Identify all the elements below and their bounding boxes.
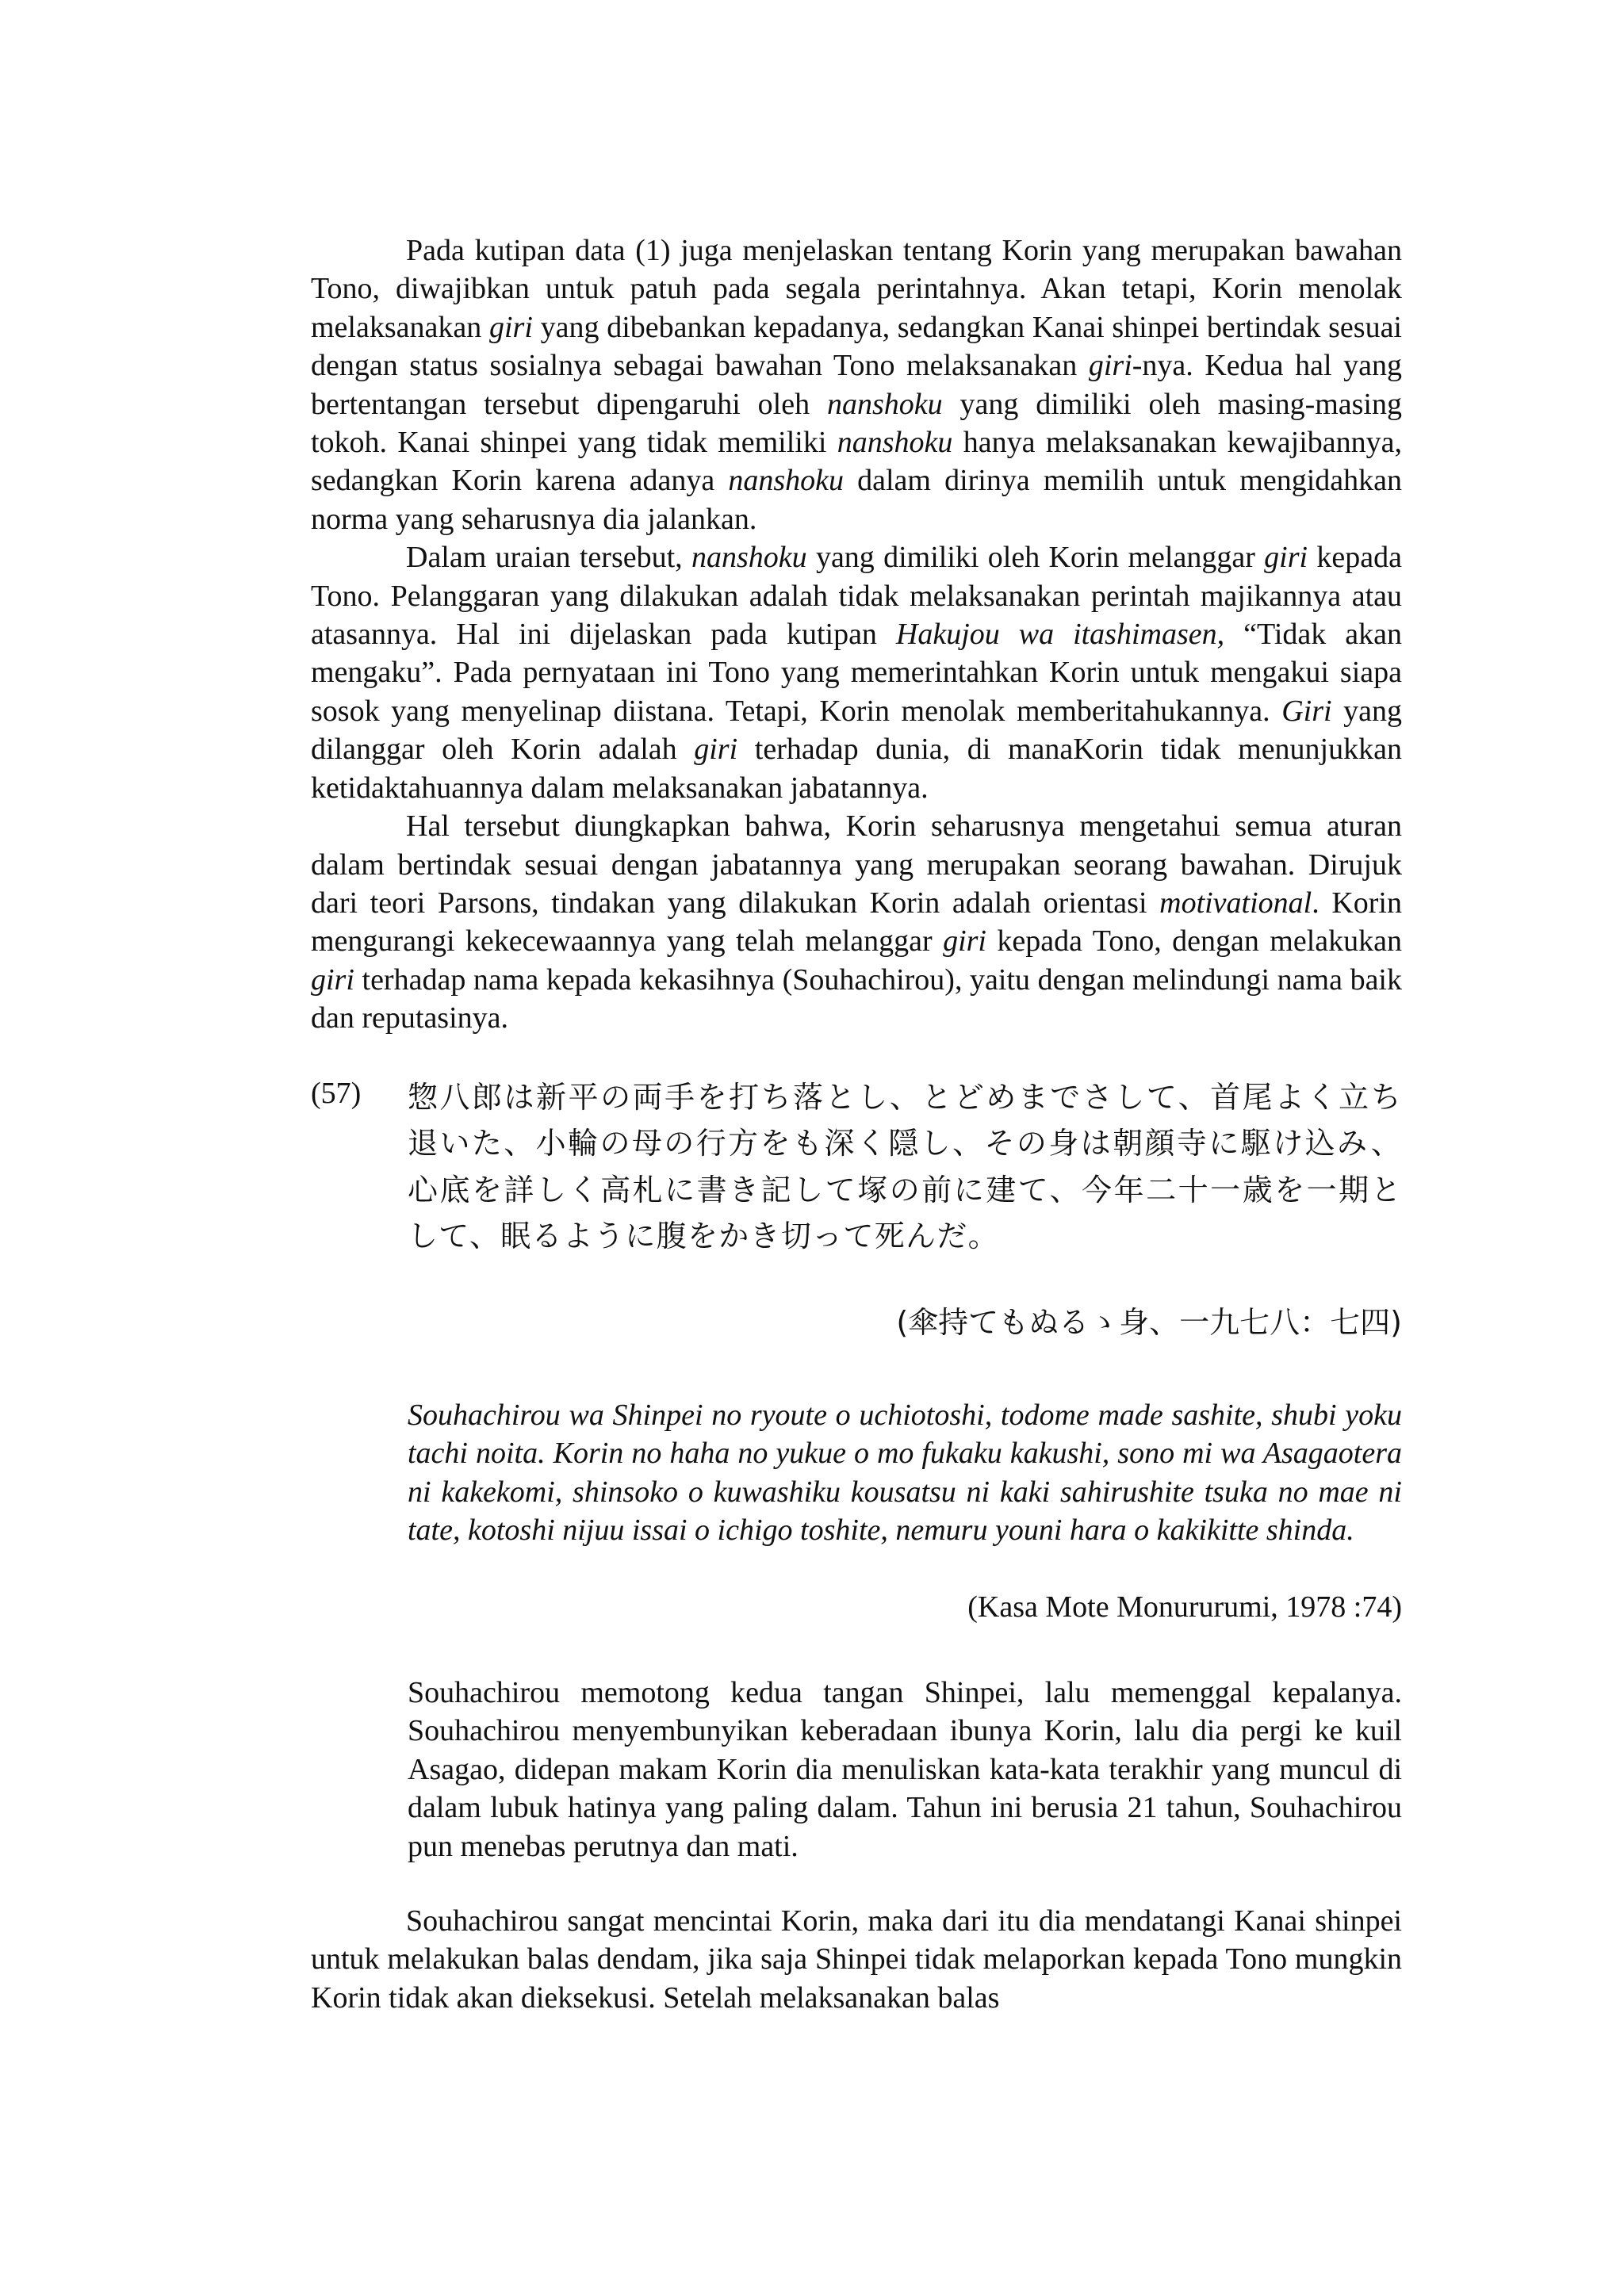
text-run: terhadap dunia, di manaKorin tidak menunjukkan ketidaktahuannya dalam melaksanakan jabatannya. xyxy=(311,733,1402,805)
indonesian-translation: Souhachirou memotong kedua tangan Shinpei, lalu memenggal kepalanya. Souhachirou menyembunyikan keberadaan ibunya Korin, lalu dia pergi ke kuil Asagao, didepan makam Korin dia menuliskan kata-kata terakhir yang muncul di dalam lubuk hatinya yang paling dalam. Tahun ini berusia 21 tahun, Souhachirou pun menebas perutnya dan mati. xyxy=(408,1675,1402,1863)
closing-paragraph: Souhachirou sangat mencintai Korin, maka dari itu dia mendatangi Kanai shinpei untuk melakukan balas dendam, jika saja Shinpei tidak melaporkan kepada Tono mungkin Korin tidak akan dieksekusi. Setelah melaksanakan balas xyxy=(311,1904,1402,2015)
text-run: hanya melaksanakan kewajibannya, sedangkan Korin karena adanya xyxy=(311,426,1402,498)
romaji-transliteration: Souhachirou wa Shinpei no ryoute o uchiotoshi, todome made sashite, shubi yoku tachi noita. Korin no haha no yukue o mo fukaku kakushi, sono mi wa Asagaotera ni kakekomi, shinsoko o kuwashiku kousatsu ni kaki sahirushite tsuka no mae ni tate, kotoshi nijuu issai o ichigo toshite, nemuru youni hara o kakikitte shinda. xyxy=(408,1398,1402,1548)
term-hakujou: Hakujou wa itashimasen, xyxy=(895,618,1225,652)
text-run: Dalam uraian tersebut, xyxy=(406,541,691,575)
paragraph-3 xyxy=(311,807,1402,1037)
text-run: Pada kutipan data (1) juga menjelaskan tentang Korin yang merupakan bawahan Tono, diwajibkan untuk patuh pada segala perintahnya. Akan tetapi, Korin menolak melaksanakan xyxy=(311,234,1402,344)
text-run: -nya. Kedua hal yang bertentangan tersebut dipengaruhi oleh xyxy=(311,349,1402,421)
text-run: yang dimiliki oleh Korin melanggar xyxy=(806,541,1265,575)
text-run: kepada Tono, dengan melakukan xyxy=(986,924,1402,959)
text-run: yang dilanggar oleh Korin adalah xyxy=(311,694,1402,767)
term-giri: giri xyxy=(1264,541,1308,575)
term-giri: giri xyxy=(1088,349,1132,383)
example-number: (57) xyxy=(311,1076,362,1110)
text-run: terhadap nama kepada kekasihnya (Souhachirou), yaitu dengan melindungi nama baik dan reputasinya. xyxy=(311,962,1402,1035)
text-run: yang dimiliki oleh masing-masing tokoh. Kanai shinpei yang tidak memiliki xyxy=(311,387,1402,460)
paragraph-1 xyxy=(311,232,1402,538)
example-57 xyxy=(311,1074,1402,1345)
text-run: “Tidak akan mengaku”. Pada pernyataan ini Tono yang memerintahkan Korin untuk mengakui siapa sosok yang menyelinap diistana. Tetapi, Korin menolak memberitahukannya. xyxy=(311,618,1402,728)
term-giri: giri xyxy=(694,733,738,767)
term-giri: giri xyxy=(943,924,986,959)
example-japanese-block xyxy=(408,1074,1402,1345)
term-giri: Giri xyxy=(1281,694,1332,728)
romaji-citation: (Kasa Mote Monururumi, 1978 :74) xyxy=(967,1590,1402,1624)
text-run: yang dibebankan kepadanya, sedangkan Kanai shinpei bertindak sesuai dengan status sosialnya sebagai bawahan Tono melaksanakan xyxy=(311,310,1402,383)
term-nanshoku: nanshoku xyxy=(691,541,807,575)
japanese-quote: 惣八郎は新平の両手を打ち落とし、とどめまでさして、首尾よく立ち退いた、小輪の母の行方をも深く隠し、その身は朝顔寺に駆け込み、心底を詳しく高札に書き記して塚の前に建て、今年二十一歳を一期として、眠るように腹をかき切って死んだ。 xyxy=(408,1079,1402,1254)
text-run: Hal tersebut diungkapkan bahwa, Korin seharusnya mengetahui semua aturan dalam bertindak sesuai dengan jabatannya yang merupakan seorang bawahan. Dirujuk dari teori Parsons, tindakan yang dilakukan Korin adalah orientasi xyxy=(311,809,1402,920)
term-motivational: motivational xyxy=(1159,886,1312,920)
term-giri: giri xyxy=(488,310,533,344)
text-run: dalam dirinya memilih untuk mengidahkan norma yang seharusnya dia jalankan. xyxy=(311,464,1402,536)
text-run: . Korin mengurangi kekecewaannya yang telah melanggar xyxy=(311,886,1402,959)
page-content xyxy=(311,232,1402,2017)
japanese-citation: (傘持てもぬるゝ身、一九七八：七四) xyxy=(896,1304,1402,1340)
term-nanshoku: nanshoku xyxy=(728,464,845,498)
term-nanshoku: nanshoku xyxy=(837,426,953,460)
paragraph-2 xyxy=(311,538,1402,807)
term-giri: giri xyxy=(311,962,354,997)
text-run: kepada Tono. Pelanggaran yang dilakukan adalah tidak melaksanakan perintah majikannya atau atasannya. Hal ini dijelaskan pada kutipan xyxy=(311,541,1402,652)
term-nanshoku: nanshoku xyxy=(826,387,943,421)
